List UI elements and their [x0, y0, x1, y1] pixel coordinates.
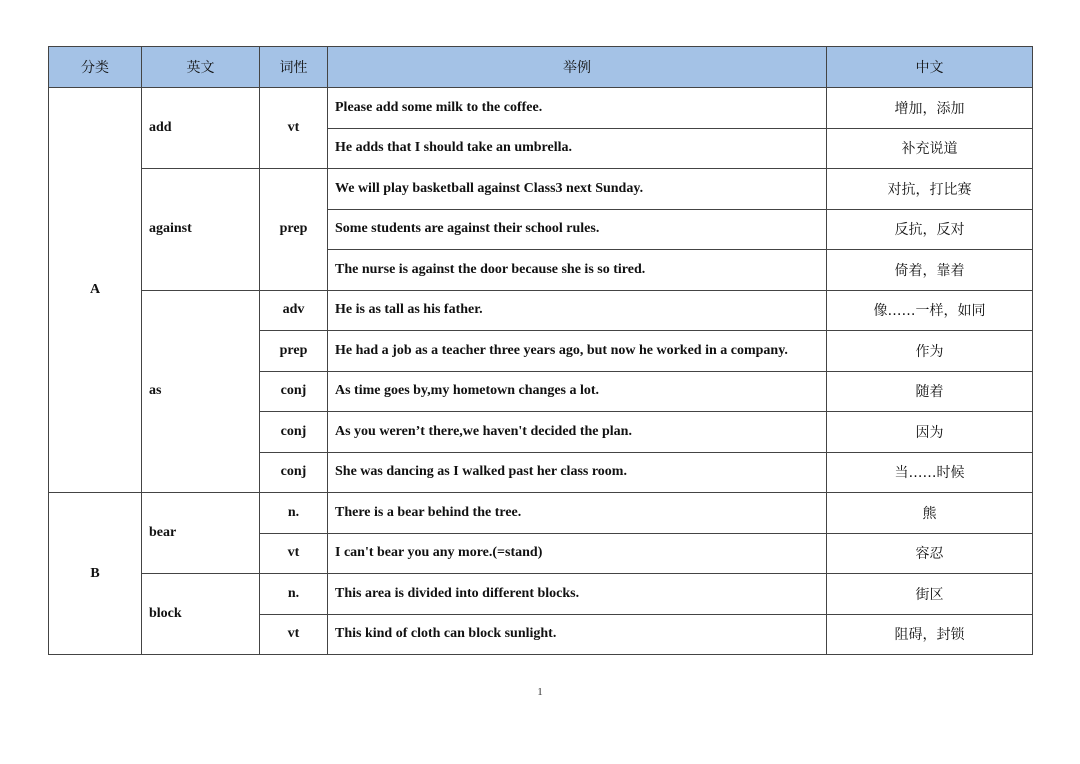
word-cell: bear	[142, 493, 260, 574]
header-example: 举例	[328, 47, 827, 88]
pos-cell: conj	[260, 412, 328, 453]
pos-cell: conj	[260, 371, 328, 412]
example-cell: Some students are against their school rules.	[328, 209, 827, 250]
example-cell: He had a job as a teacher three years ago, but now he worked in a company.	[328, 331, 827, 372]
header-chinese: 中文	[827, 47, 1033, 88]
word-cell: as	[142, 290, 260, 493]
pos-cell: prep	[260, 331, 328, 372]
example-cell: The nurse is against the door because she is so tired.	[328, 250, 827, 291]
meaning-cell: 随着	[827, 371, 1033, 412]
category-cell: A	[49, 88, 142, 493]
meaning-cell: 熊	[827, 493, 1033, 534]
word-cell: against	[142, 169, 260, 291]
pos-cell: n.	[260, 493, 328, 534]
meaning-cell: 像……一样，如同	[827, 290, 1033, 331]
meaning-cell: 作为	[827, 331, 1033, 372]
category-cell: B	[49, 493, 142, 655]
table-row	[49, 493, 1033, 534]
pos-cell: vt	[260, 614, 328, 655]
page-number: 1	[537, 686, 543, 698]
example-cell: I can't bear you any more.(=stand)	[328, 533, 827, 574]
meaning-cell: 因为	[827, 412, 1033, 453]
pos-cell: n.	[260, 574, 328, 615]
meaning-cell: 街区	[827, 574, 1033, 615]
example-cell: This kind of cloth can block sunlight.	[328, 614, 827, 655]
pos-cell: conj	[260, 452, 328, 493]
word-cell: block	[142, 574, 260, 655]
meaning-cell: 倚着，靠着	[827, 250, 1033, 291]
table-header	[49, 47, 1033, 88]
meaning-cell: 补充说道	[827, 128, 1033, 169]
meaning-cell: 容忍	[827, 533, 1033, 574]
example-cell: We will play basketball against Class3 next Sunday.	[328, 169, 827, 210]
meaning-cell: 对抗，打比赛	[827, 169, 1033, 210]
vocabulary-table	[48, 46, 1033, 655]
example-cell: As you weren’t there,we haven't decided the plan.	[328, 412, 827, 453]
table-body	[49, 88, 1033, 655]
header-part-of-speech: 词性	[260, 47, 328, 88]
meaning-cell: 当……时候	[827, 452, 1033, 493]
example-cell: He is as tall as his father.	[328, 290, 827, 331]
header-row	[49, 47, 1033, 88]
pos-cell: prep	[260, 169, 328, 291]
table-row	[49, 169, 1033, 210]
example-cell: This area is divided into different blocks.	[328, 574, 827, 615]
table-row	[49, 290, 1033, 331]
header-english: 英文	[142, 47, 260, 88]
pos-cell: vt	[260, 533, 328, 574]
pos-cell: vt	[260, 88, 328, 169]
example-cell: Please add some milk to the coffee.	[328, 88, 827, 129]
pos-cell: adv	[260, 290, 328, 331]
word-cell: add	[142, 88, 260, 169]
example-cell: She was dancing as I walked past her class room.	[328, 452, 827, 493]
meaning-cell: 增加，添加	[827, 88, 1033, 129]
meaning-cell: 阻碍，封锁	[827, 614, 1033, 655]
example-cell: He adds that I should take an umbrella.	[328, 128, 827, 169]
header-category: 分类	[49, 47, 142, 88]
table-row	[49, 574, 1033, 615]
meaning-cell: 反抗，反对	[827, 209, 1033, 250]
example-cell: As time goes by,my hometown changes a lot.	[328, 371, 827, 412]
table-row	[49, 88, 1033, 129]
example-cell: There is a bear behind the tree.	[328, 493, 827, 534]
